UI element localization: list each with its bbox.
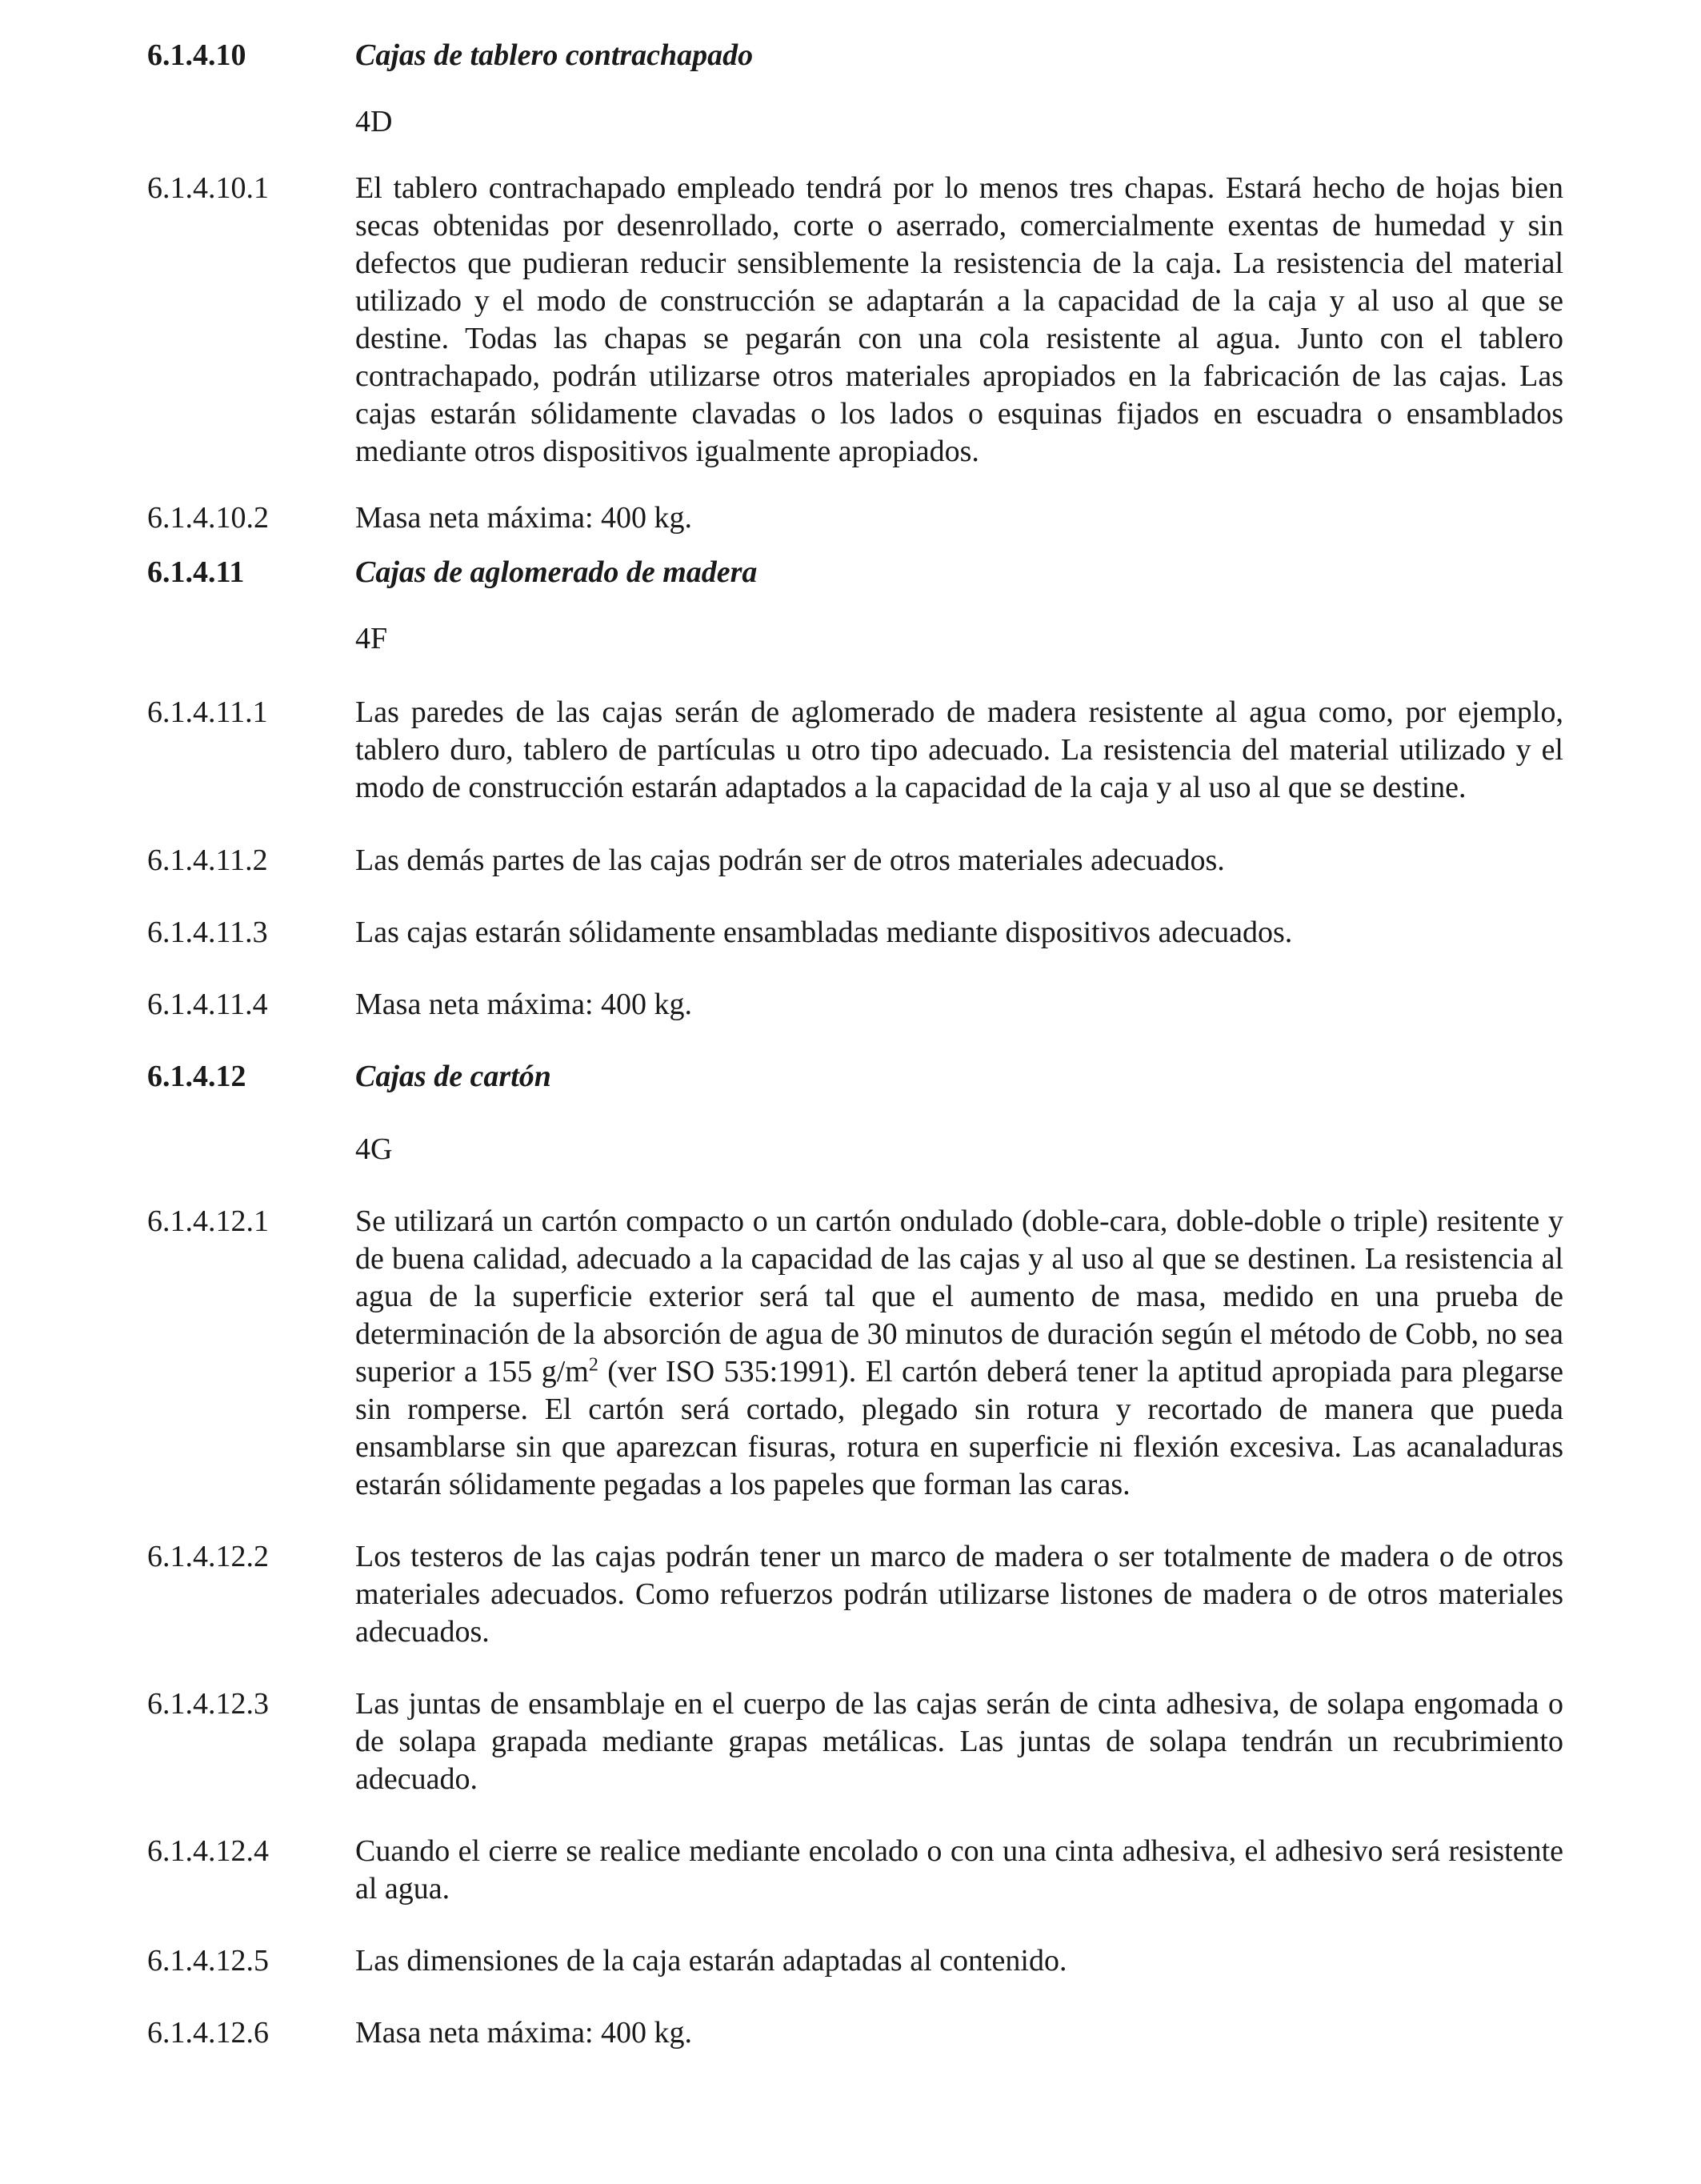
paragraph bbox=[147, 914, 1563, 952]
paragraph-text-part: Se utilizará un cartón compacto o un cartón ondulado (doble-cara, doble-doble o triple) resitente y de buena calidad, adecuado a la capacidad de las cajas y al uso al que se destinen. La resistencia al agua de la superficie exterior será tal que el aumento de masa, medido en una prueba de determinación de la absorción de agua de 30 minutos de duración según el método de Cobb, no sea superior a 155 g/m bbox=[355, 1204, 1563, 1389]
section-heading bbox=[147, 1058, 1563, 1096]
paragraph bbox=[147, 986, 1563, 1024]
paragraph-text: Cuando el cierre se realice mediante encolado o con una cinta adhesiva, el adhesivo será resistente al agua. bbox=[355, 1834, 1563, 1905]
paragraph-number: 6.1.4.11.3 bbox=[147, 916, 268, 949]
paragraph-text: Las dimensiones de la caja estarán adaptadas al contenido. bbox=[355, 1944, 1067, 1978]
section-title: Cajas de aglomerado de madera bbox=[355, 555, 758, 589]
section-title: Cajas de tablero contrachapado bbox=[355, 38, 754, 72]
paragraph-number: 6.1.4.12.3 bbox=[147, 1687, 269, 1721]
paragraph bbox=[147, 1833, 1563, 1908]
paragraph-text bbox=[355, 1203, 1563, 1504]
paragraph-text: Masa neta máxima: 400 kg. bbox=[355, 501, 693, 535]
type-code-row bbox=[147, 1131, 1563, 1168]
paragraph-number: 6.1.4.11.1 bbox=[147, 695, 268, 729]
type-code-row bbox=[147, 620, 1563, 658]
paragraph-number: 6.1.4.12.2 bbox=[147, 1540, 269, 1573]
paragraph bbox=[147, 842, 1563, 880]
section-heading bbox=[147, 554, 1563, 591]
paragraph-number: 6.1.4.11.4 bbox=[147, 988, 268, 1021]
paragraph-number: 6.1.4.11.2 bbox=[147, 844, 268, 877]
paragraph-text: Los testeros de las cajas podrán tener un marco de madera o ser totalmente de madera o de otros materiales adecuados. Como refuerzos podrán utilizarse listones de madera o de otros materiales adecuados. bbox=[355, 1540, 1563, 1649]
paragraph bbox=[147, 170, 1563, 471]
paragraph-text: Masa neta máxima: 400 kg. bbox=[355, 988, 693, 1021]
paragraph-number: 6.1.4.10.1 bbox=[147, 171, 269, 205]
type-code: 4G bbox=[355, 1132, 393, 1166]
superscript: 2 bbox=[588, 1354, 598, 1376]
type-code-row bbox=[147, 103, 1563, 141]
paragraph bbox=[147, 694, 1563, 807]
section-number: 6.1.4.11 bbox=[147, 555, 245, 589]
paragraph bbox=[147, 1538, 1563, 1651]
paragraph-text: El tablero contrachapado empleado tendrá por lo menos tres chapas. Estará hecho de hojas bien secas obtenidas por desenrollado, corte o aserrado, comercialmente exentas de humedad y sin defectos que pudieran reducir sensiblemente la resistencia de la caja. La resistencia del material utilizado y el modo de construcción se adaptarán a la capacidad de la caja y al uso al que se destine. Todas las chapas se pegarán con una cola resistente al agua. Junto con el tablero contrachapado, podrán utilizarse otros materiales apropiados en la fabricación de las cajas. Las cajas estarán sólidamente clavadas o los lados o esquinas fijados en escuadra o ensamblados mediante otros dispositivos igualmente apropiados. bbox=[355, 171, 1563, 468]
paragraph-text-part: (ver ISO 535:1991). El cartón deberá tener la aptitud apropiada para plegarse sin romperse. El cartón será cortado, plegado sin rotura y recortado de manera que pueda ensamblarse sin que aparezcan fisuras, rotura en superficie ni flexión excesiva. Las acanaladuras estarán sólidamente pegadas a los papeles que forman las caras. bbox=[355, 1355, 1563, 1501]
paragraph-text: Las paredes de las cajas serán de aglomerado de madera resistente al agua como, por ejemplo, tablero duro, tablero de partículas u otro tipo adecuado. La resistencia del material utilizado y el modo de construcción estarán adaptados a la capacidad de la caja y al uso al que se destine. bbox=[355, 695, 1563, 804]
paragraph-number: 6.1.4.12.1 bbox=[147, 1204, 269, 1238]
section-number: 6.1.4.12 bbox=[147, 1060, 246, 1093]
section-title: Cajas de cartón bbox=[355, 1060, 551, 1093]
document-body bbox=[147, 37, 1563, 2052]
type-code: 4D bbox=[355, 105, 393, 138]
paragraph-number: 6.1.4.12.5 bbox=[147, 1944, 269, 1978]
paragraph bbox=[147, 499, 1563, 537]
paragraph bbox=[147, 1203, 1563, 1504]
paragraph-text: Las cajas estarán sólidamente ensambladas mediante dispositivos adecuados. bbox=[355, 916, 1293, 949]
paragraph-text: Masa neta máxima: 400 kg. bbox=[355, 2016, 693, 2050]
paragraph bbox=[147, 2014, 1563, 2052]
paragraph-text: Las demás partes de las cajas podrán ser de otros materiales adecuados. bbox=[355, 844, 1225, 877]
section-number: 6.1.4.10 bbox=[147, 38, 246, 72]
section-heading bbox=[147, 37, 1563, 74]
paragraph-number: 6.1.4.10.2 bbox=[147, 501, 269, 535]
paragraph-text: Las juntas de ensamblaje en el cuerpo de las cajas serán de cinta adhesiva, de solapa engomada o de solapa grapada mediante grapas metálicas. Las juntas de solapa tendrán un recubrimiento adecuado. bbox=[355, 1687, 1563, 1796]
paragraph bbox=[147, 1942, 1563, 1980]
type-code: 4F bbox=[355, 622, 388, 655]
paragraph-number: 6.1.4.12.6 bbox=[147, 2016, 269, 2050]
paragraph bbox=[147, 1685, 1563, 1798]
paragraph-number: 6.1.4.12.4 bbox=[147, 1834, 269, 1868]
